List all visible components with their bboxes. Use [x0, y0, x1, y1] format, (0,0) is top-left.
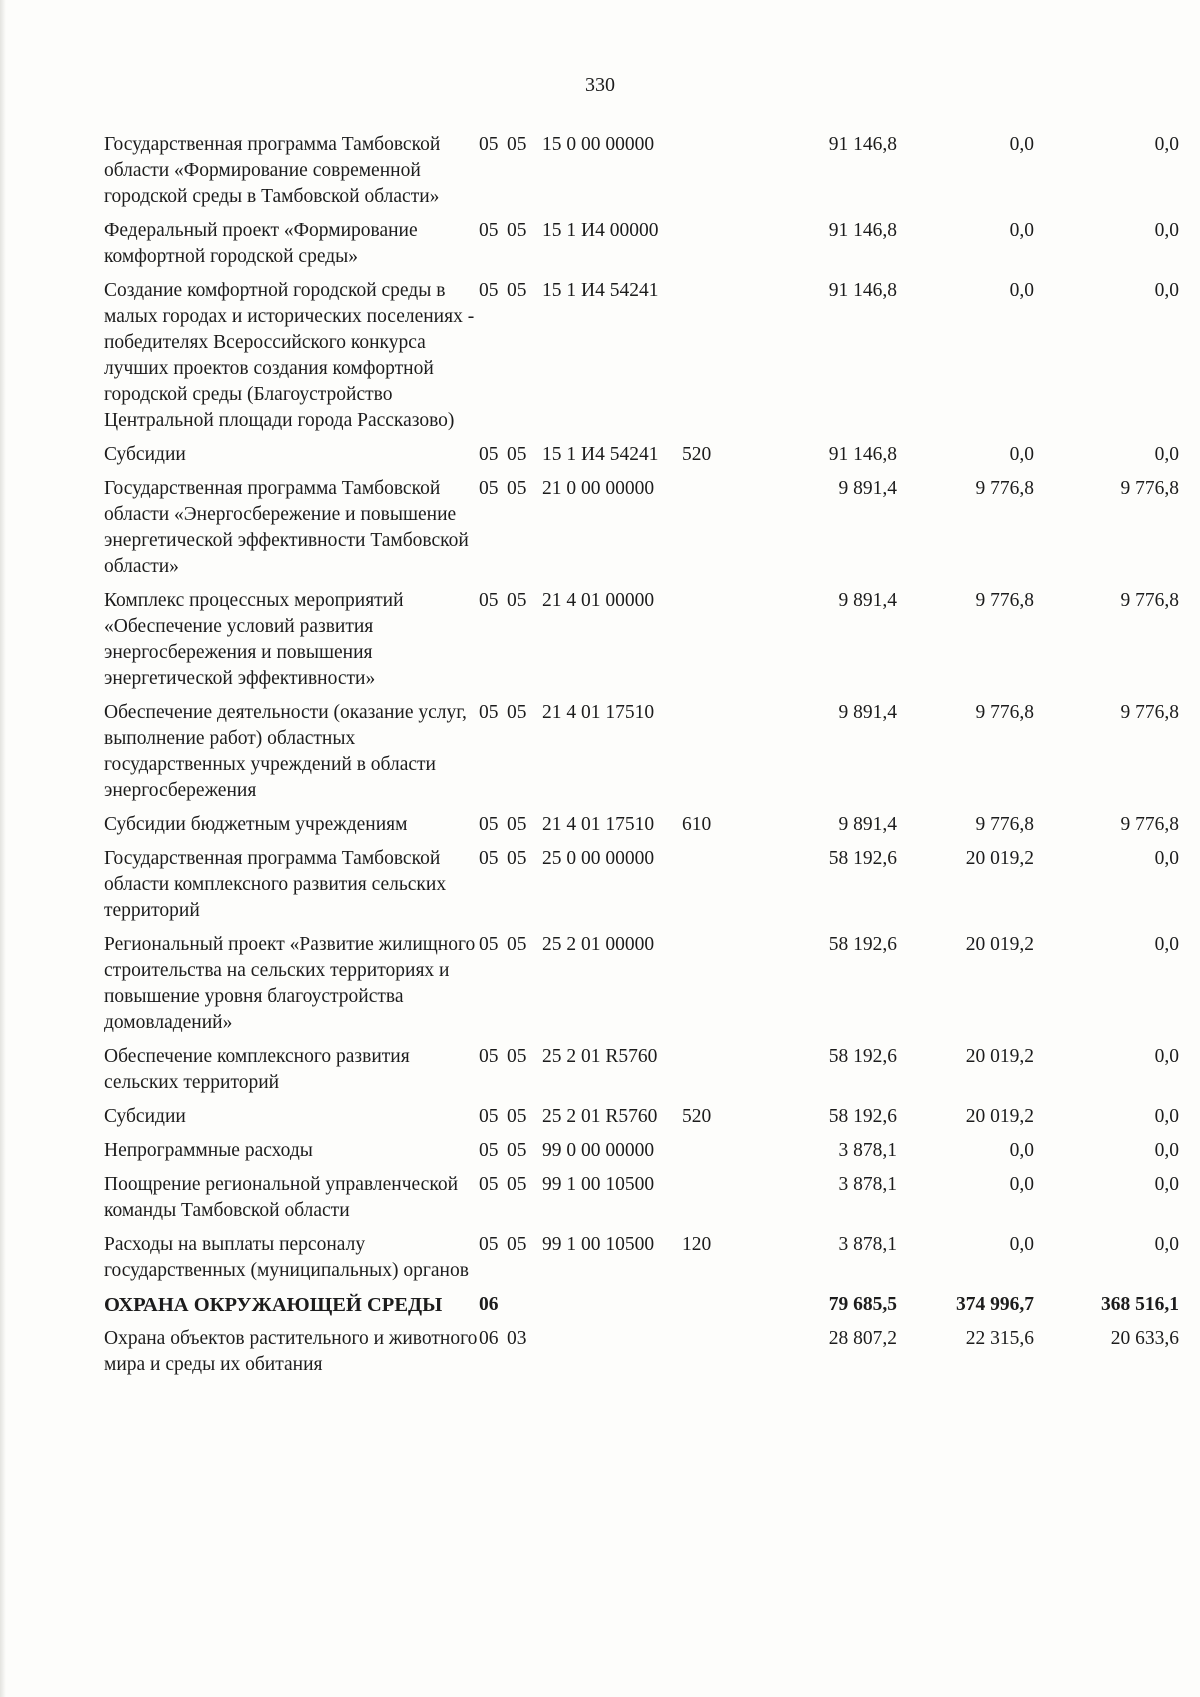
- row-amount-3: 9 776,8: [1120, 814, 1179, 835]
- row-amount-1: 58 192,6: [828, 934, 897, 955]
- row-subsection: 05: [507, 478, 527, 499]
- page-number: 330: [585, 74, 615, 96]
- row-expense-type: [682, 932, 732, 1044]
- table-row: [104, 442, 1179, 476]
- row-amount-3: 9 776,8: [1120, 702, 1179, 723]
- row-section: 05: [479, 934, 499, 955]
- row-name: Непрограммные расходы: [104, 1140, 313, 1161]
- row-name: Субсидии бюджетным учреждениям: [104, 814, 408, 835]
- row-target-article: [542, 1326, 682, 1386]
- row-amount-2: 0,0: [1009, 220, 1034, 241]
- row-expense-type: [682, 1138, 732, 1172]
- row-name: Субсидии: [104, 1106, 186, 1127]
- row-subsection: 05: [507, 590, 527, 611]
- row-amount-1: 9 891,4: [838, 590, 897, 611]
- row-amount-1: 91 146,8: [828, 280, 897, 301]
- table-row: [104, 1172, 1179, 1232]
- row-subsection: 05: [507, 1046, 527, 1067]
- row-amount-3: 9 776,8: [1120, 590, 1179, 611]
- row-section: 06: [479, 1294, 499, 1315]
- row-amount-3: 0,0: [1154, 934, 1179, 955]
- row-amount-1: 58 192,6: [828, 1106, 897, 1127]
- budget-table: [104, 132, 1179, 1386]
- row-amount-2: 0,0: [1009, 1234, 1034, 1255]
- row-amount-3: 0,0: [1154, 1140, 1179, 1161]
- table-row: [104, 1326, 1179, 1386]
- row-target-article: 21 4 01 17510: [542, 814, 655, 835]
- row-name: Охрана объектов растительного и животного мира и среды их обитания: [104, 1328, 478, 1375]
- row-section: 05: [479, 848, 499, 869]
- row-expense-type: [682, 846, 732, 932]
- row-amount-1: 9 891,4: [838, 702, 897, 723]
- row-expense-type: [682, 132, 732, 218]
- row-subsection: 05: [507, 1234, 527, 1255]
- row-expense-type: 520: [682, 1106, 712, 1127]
- row-amount-3: 0,0: [1154, 220, 1179, 241]
- row-amount-2: 20 019,2: [965, 848, 1034, 869]
- row-name: Региональный проект «Развитие жилищного строительства на сельских территориях и повышение уровня благоустройства домовладений»: [104, 934, 476, 1033]
- row-amount-1: 3 878,1: [838, 1234, 897, 1255]
- table-row: [104, 1232, 1179, 1292]
- row-amount-2: 9 776,8: [975, 702, 1034, 723]
- table-row: [104, 812, 1179, 846]
- table-row: [104, 1044, 1179, 1104]
- row-expense-type: [682, 700, 732, 812]
- row-section: 05: [479, 590, 499, 611]
- row-amount-3: 368 516,1: [1101, 1294, 1179, 1315]
- row-subsection: 05: [507, 134, 527, 155]
- row-target-article: 25 0 00 00000: [542, 848, 655, 869]
- row-target-article: 99 0 00 00000: [542, 1140, 655, 1161]
- budget-table-body: [104, 132, 1179, 1386]
- row-amount-2: 20 019,2: [965, 1046, 1034, 1067]
- section-title: ОХРАНА ОКРУЖАЮЩЕЙ СРЕДЫ: [104, 1294, 443, 1316]
- row-amount-2: 0,0: [1009, 280, 1034, 301]
- row-subsection: 05: [507, 934, 527, 955]
- row-target-article: 21 4 01 17510: [542, 702, 655, 723]
- row-name: Государственная программа Тамбовской области комплексного развития сельских территорий: [104, 848, 447, 921]
- row-amount-1: 58 192,6: [828, 1046, 897, 1067]
- row-expense-type: [682, 278, 732, 442]
- row-section: 05: [479, 1234, 499, 1255]
- row-amount-2: 9 776,8: [975, 814, 1034, 835]
- row-amount-3: 0,0: [1154, 280, 1179, 301]
- row-amount-1: 3 878,1: [838, 1140, 897, 1161]
- row-amount-1: 3 878,1: [838, 1174, 897, 1195]
- row-subsection: 05: [507, 702, 527, 723]
- scan-edge-shadow: [0, 0, 6, 1697]
- row-target-article: 15 0 00 00000: [542, 134, 655, 155]
- row-name: Субсидии: [104, 444, 186, 465]
- row-amount-3: 0,0: [1154, 1046, 1179, 1067]
- row-target-article: 99 1 00 10500: [542, 1234, 655, 1255]
- row-amount-2: 20 019,2: [965, 934, 1034, 955]
- row-expense-type: [682, 1292, 732, 1326]
- row-amount-2: 0,0: [1009, 1174, 1034, 1195]
- row-target-article: 15 1 И4 54241: [542, 444, 659, 465]
- table-row: [104, 132, 1179, 218]
- table-row: [104, 700, 1179, 812]
- row-amount-3: 9 776,8: [1120, 478, 1179, 499]
- row-expense-type: [682, 218, 732, 278]
- row-amount-1: 9 891,4: [838, 814, 897, 835]
- row-name: Федеральный проект «Формирование комфортной городской среды»: [104, 220, 418, 267]
- row-amount-2: 0,0: [1009, 1140, 1034, 1161]
- table-row: [104, 588, 1179, 700]
- row-target-article: [542, 1292, 682, 1326]
- row-subsection: 05: [507, 220, 527, 241]
- row-amount-2: 20 019,2: [965, 1106, 1034, 1127]
- row-amount-2: 9 776,8: [975, 478, 1034, 499]
- row-amount-1: 79 685,5: [828, 1294, 897, 1315]
- row-name: Комплекс процессных мероприятий «Обеспечение условий развития энергосбережения и повышения энергетической эффективности»: [104, 590, 404, 689]
- table-row: [104, 1104, 1179, 1138]
- row-name: Поощрение региональной управленческой команды Тамбовской области: [104, 1174, 459, 1221]
- row-expense-type: [682, 1172, 732, 1232]
- row-amount-1: 91 146,8: [828, 444, 897, 465]
- row-target-article: 99 1 00 10500: [542, 1174, 655, 1195]
- row-section: 05: [479, 1046, 499, 1067]
- row-amount-2: 22 315,6: [965, 1328, 1034, 1349]
- section-total-row: [104, 1292, 1179, 1326]
- row-section: 05: [479, 134, 499, 155]
- row-subsection: 05: [507, 444, 527, 465]
- table-row: [104, 278, 1179, 442]
- row-name: Создание комфортной городской среды в малых городах и исторических поселениях - победителях Всероссийского конкурса лучших проектов создания комфортной городской среды (Благоустройство Центральной площади города Рассказово): [104, 280, 475, 431]
- row-expense-type: [682, 1326, 732, 1386]
- row-expense-type: 120: [682, 1234, 712, 1255]
- row-expense-type: [682, 476, 732, 588]
- row-amount-1: 91 146,8: [828, 220, 897, 241]
- row-subsection: 05: [507, 1174, 527, 1195]
- row-subsection: 05: [507, 814, 527, 835]
- row-expense-type: 610: [682, 814, 712, 835]
- row-subsection: 03: [507, 1328, 527, 1349]
- row-name: Расходы на выплаты персоналу государственных (муниципальных) органов: [104, 1234, 469, 1281]
- row-section: 05: [479, 1174, 499, 1195]
- row-subsection: 05: [507, 848, 527, 869]
- row-amount-2: 0,0: [1009, 444, 1034, 465]
- row-expense-type: [682, 588, 732, 700]
- row-expense-type: 520: [682, 444, 712, 465]
- row-amount-2: 0,0: [1009, 134, 1034, 155]
- row-target-article: 25 2 01 R5760: [542, 1106, 658, 1127]
- row-section: 05: [479, 220, 499, 241]
- row-target-article: 21 0 00 00000: [542, 478, 655, 499]
- row-amount-1: 28 807,2: [828, 1328, 897, 1349]
- row-target-article: 21 4 01 00000: [542, 590, 655, 611]
- row-name: Обеспечение комплексного развития сельских территорий: [104, 1046, 410, 1093]
- row-amount-3: 0,0: [1154, 1106, 1179, 1127]
- row-amount-2: 374 996,7: [956, 1294, 1034, 1315]
- row-section: 05: [479, 1106, 499, 1127]
- row-subsection: 05: [507, 1140, 527, 1161]
- row-name: Государственная программа Тамбовской области «Энергосбережение и повышение энергетической эффективности Тамбовской области»: [104, 478, 469, 577]
- row-section: 05: [479, 1140, 499, 1161]
- row-amount-1: 91 146,8: [828, 134, 897, 155]
- row-target-article: 25 2 01 R5760: [542, 1046, 658, 1067]
- table-row: [104, 1138, 1179, 1172]
- row-amount-2: 9 776,8: [975, 590, 1034, 611]
- row-amount-1: 58 192,6: [828, 848, 897, 869]
- table-row: [104, 846, 1179, 932]
- row-amount-3: 0,0: [1154, 444, 1179, 465]
- row-amount-3: 0,0: [1154, 848, 1179, 869]
- table-row: [104, 218, 1179, 278]
- row-amount-1: 9 891,4: [838, 478, 897, 499]
- row-section: 06: [479, 1328, 499, 1349]
- row-target-article: 15 1 И4 54241: [542, 280, 659, 301]
- row-section: 05: [479, 444, 499, 465]
- row-subsection: 05: [507, 1106, 527, 1127]
- row-subsection: 05: [507, 280, 527, 301]
- row-section: 05: [479, 280, 499, 301]
- table-row: [104, 932, 1179, 1044]
- row-name: Государственная программа Тамбовской области «Формирование современной городской среды в Тамбовской области»: [104, 134, 441, 207]
- row-section: 05: [479, 814, 499, 835]
- row-target-article: 25 2 01 00000: [542, 934, 655, 955]
- row-target-article: 15 1 И4 00000: [542, 220, 659, 241]
- row-amount-3: 0,0: [1154, 1174, 1179, 1195]
- row-subsection: [507, 1292, 542, 1326]
- row-name: Обеспечение деятельности (оказание услуг, выполнение работ) областных государственных учреждений в области энергосбережения: [104, 702, 467, 801]
- row-expense-type: [682, 1044, 732, 1104]
- row-amount-3: 0,0: [1154, 134, 1179, 155]
- row-section: 05: [479, 702, 499, 723]
- row-amount-3: 20 633,6: [1110, 1328, 1179, 1349]
- row-section: 05: [479, 478, 499, 499]
- table-row: [104, 476, 1179, 588]
- row-amount-3: 0,0: [1154, 1234, 1179, 1255]
